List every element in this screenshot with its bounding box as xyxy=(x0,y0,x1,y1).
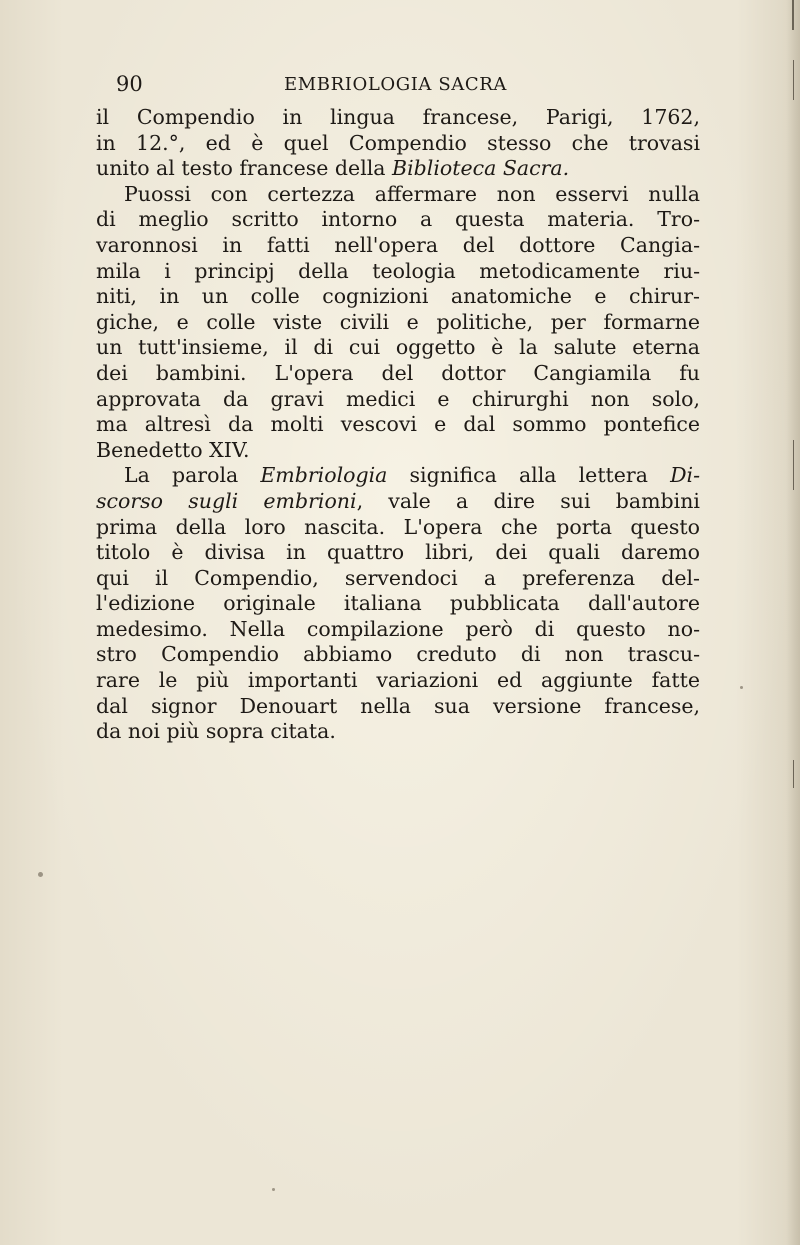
text-run: approvata da gravi medici e chirurghi non solo, xyxy=(96,386,700,411)
text-run: dei bambini. L'opera del dottor Cangiamila fu xyxy=(96,360,700,385)
text-line xyxy=(96,207,700,233)
edge-mark xyxy=(793,60,794,100)
text-line xyxy=(96,617,700,643)
text-run: titolo è divisa in quattro libri, dei quali daremo xyxy=(96,540,700,565)
text-line xyxy=(96,719,700,745)
text-line xyxy=(96,642,700,668)
text-run: un tutt'insieme, il di cui oggetto è la salute eterna xyxy=(96,335,700,360)
text-run: unito al testo francese della xyxy=(96,156,393,181)
text-line xyxy=(96,182,700,208)
text-line xyxy=(96,284,700,310)
edge-mark xyxy=(792,0,794,30)
text-run: varonnosi in fatti nell'opera del dottore Cangia- xyxy=(96,232,700,257)
text-line xyxy=(96,463,700,489)
text-line xyxy=(96,361,700,387)
body-text xyxy=(96,105,700,745)
text-run: Puossi con certezza affermare non esservi nulla xyxy=(124,181,700,206)
text-line xyxy=(96,668,700,694)
text-line xyxy=(96,131,700,157)
text-line xyxy=(96,105,700,131)
page-number: 90 xyxy=(116,72,143,96)
text-line xyxy=(96,489,700,515)
page-edge-shadow xyxy=(786,0,800,1245)
text-run: medesimo. Nella compilazione però di questo no- xyxy=(96,616,700,641)
text-run: La parola xyxy=(124,463,261,488)
italic-text: Biblioteca Sacra. xyxy=(392,156,570,181)
running-head xyxy=(116,72,706,102)
ink-spot xyxy=(272,1188,275,1191)
text-run: stro Compendio abbiamo creduto di non trascu- xyxy=(96,642,700,667)
italic-text: scorso sugli embrioni xyxy=(96,488,357,513)
text-run: niti, in un colle cognizioni anatomiche e chirur- xyxy=(96,284,700,309)
text-line xyxy=(96,233,700,259)
text-run: significa alla lettera xyxy=(387,463,671,488)
header-title: EMBRIOLOGIA SACRA xyxy=(284,74,507,95)
text-run: giche, e colle viste civili e politiche, per formarne xyxy=(96,309,700,334)
text-run: ma altresì da molti vescovi e dal sommo pontefice xyxy=(96,412,700,437)
text-line xyxy=(96,540,700,566)
text-run: dal signor Denouart nella sua versione francese, xyxy=(96,693,700,718)
italic-text: Di- xyxy=(670,463,700,488)
ink-spot xyxy=(38,872,43,877)
text-line xyxy=(96,438,700,464)
text-run: Benedetto XIV. xyxy=(96,437,250,462)
text-line xyxy=(96,156,700,182)
text-run: l'edizione originale italiana pubblicata dall'autore xyxy=(96,591,700,616)
text-run: in 12.°, ed è quel Compendio stesso che trovasi xyxy=(96,130,700,155)
italic-text: Embriologia xyxy=(260,463,388,488)
text-run: il Compendio in lingua francese, Parigi, 1762, xyxy=(96,105,700,129)
text-run: , vale a dire sui bambini xyxy=(356,488,700,513)
text-line xyxy=(96,566,700,592)
ink-spot xyxy=(740,686,743,689)
text-line xyxy=(96,310,700,336)
text-run: di meglio scritto intorno a questa materia. Tro- xyxy=(96,207,700,232)
edge-mark xyxy=(793,760,794,788)
edge-mark xyxy=(793,440,794,490)
text-line xyxy=(96,412,700,438)
text-line xyxy=(96,387,700,413)
text-run: qui il Compendio, servendoci a preferenza del- xyxy=(96,565,700,590)
text-line xyxy=(96,259,700,285)
text-run: da noi più sopra citata. xyxy=(96,719,336,744)
text-line xyxy=(96,591,700,617)
text-line xyxy=(96,515,700,541)
text-line xyxy=(96,694,700,720)
text-run: mila i principj della teologia metodicamente riu- xyxy=(96,258,700,283)
text-run: prima della loro nascita. L'opera che porta questo xyxy=(96,514,700,539)
text-run: rare le più importanti variazioni ed aggiunte fatte xyxy=(96,668,700,693)
text-line xyxy=(96,335,700,361)
